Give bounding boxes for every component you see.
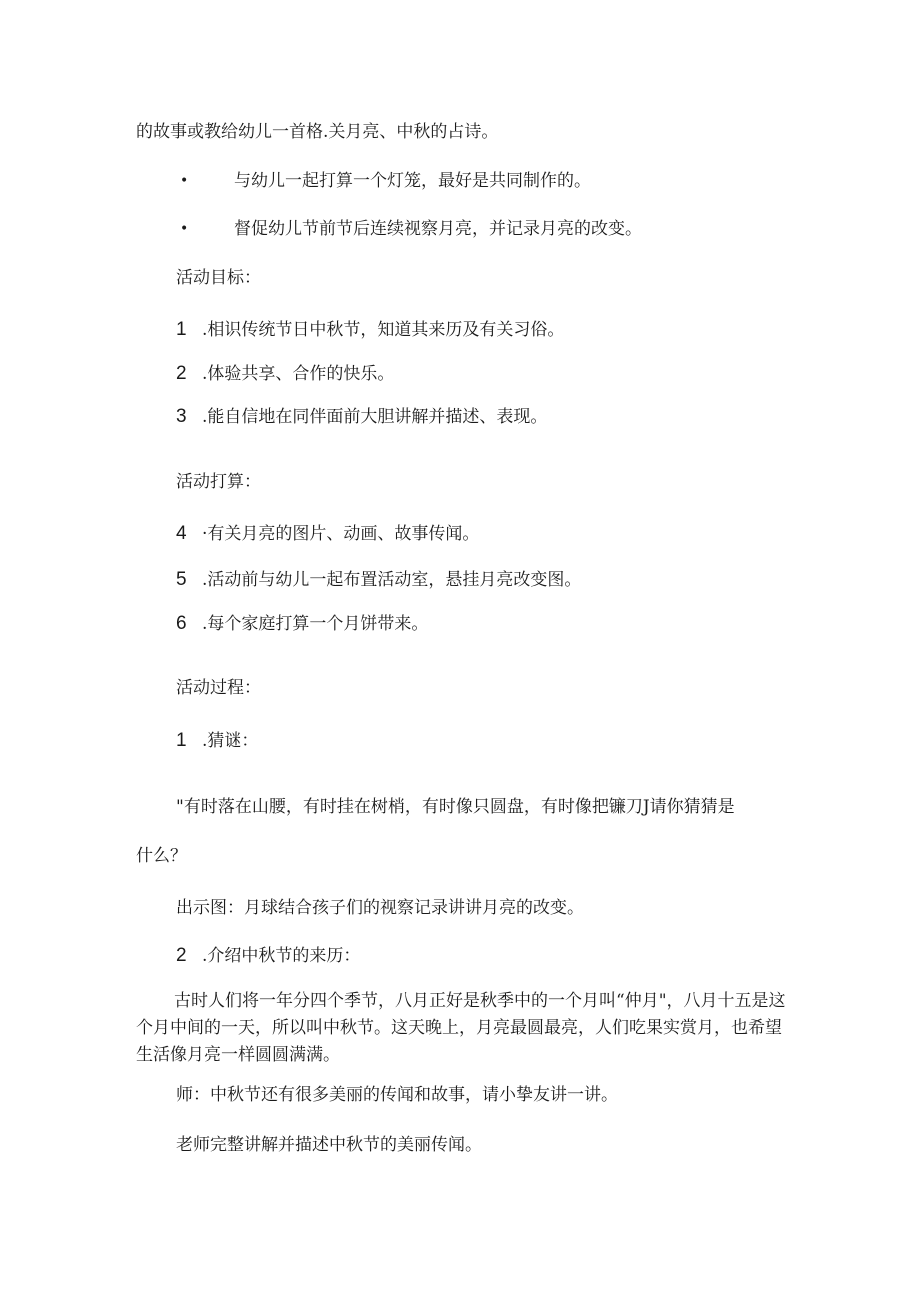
- list-number: 4: [176, 523, 187, 544]
- bullet-item-observe-moon: 督促幼儿节前节后连续视察月亮，并记录月亮的改变。: [234, 219, 642, 239]
- goal-text: .相识传统节日中秋节，知道其来历及有关习俗。: [202, 320, 565, 340]
- step-text: .介绍中秋节的来历：: [202, 946, 361, 966]
- list-number: 2: [176, 945, 187, 966]
- bullet-item-lantern: 与幼儿一起打算一个灯笼，最好是共同制作的。: [234, 171, 591, 191]
- step-text: .猜谜：: [202, 731, 259, 751]
- riddle-text-continued: 什么？: [136, 846, 187, 866]
- history-paragraph: 古时人们将一年分四个季节，八月正好是秋季中的一个月叫“仲月"，八月十五是这个月中间的一天，所以叫中秋节。这天晚上，月亮最圆最亮，人们吃果实赏月，也希望生活像月亮一样圆圆满满。: [136, 991, 786, 1065]
- prep-item-6: [176, 613, 428, 635]
- teacher-full-story-line: 老师完整讲解并描述中秋节的美丽传闻。: [176, 1135, 482, 1155]
- list-number: 1: [176, 730, 187, 751]
- step-1-riddle: [176, 730, 258, 752]
- step-2-history: [176, 945, 360, 967]
- goal-item-1: [176, 319, 564, 341]
- list-number: 1: [176, 319, 187, 340]
- goal-text: .能自信地在同伴面前大胆讲解并描述、表现。: [202, 407, 548, 427]
- teacher-prompt-line: 师：中秋节还有很多美丽的传闻和故事，请小挚友讲一讲。: [176, 1085, 618, 1105]
- list-number: 5: [176, 569, 187, 590]
- goals-heading: 活动目标：: [176, 268, 261, 288]
- goal-text: .体验共享、合作的快乐。: [202, 364, 395, 384]
- list-number: 6: [176, 613, 187, 634]
- riddle-text: "有时落在山腰，有时挂在树梢，有时像只圆盘，有时像把镰刀J请你猜猜是: [176, 797, 735, 817]
- intro-line: 的故事或教给幼儿一首格.关月亮、中秋的占诗。: [136, 122, 499, 142]
- process-heading: 活动过程：: [176, 678, 261, 698]
- show-picture-line: 出示图：月球结合孩子们的视察记录讲讲月亮的改变。: [176, 898, 584, 918]
- prep-text: ·有关月亮的图片、动画、故事传闻。: [202, 524, 480, 544]
- bullet-dot: •: [180, 221, 189, 237]
- goal-item-2: [176, 363, 394, 385]
- goal-item-3: [176, 406, 547, 428]
- bullet-dot: •: [180, 173, 189, 189]
- prep-item-4: [176, 523, 479, 545]
- prep-text: .活动前与幼儿一起布置活动室，悬挂月亮改变图。: [202, 570, 582, 590]
- list-number: 2: [176, 363, 187, 384]
- prep-heading: 活动打算：: [176, 472, 261, 492]
- list-number: 3: [176, 406, 187, 427]
- prep-item-5: [176, 569, 581, 591]
- prep-text: .每个家庭打算一个月饼带来。: [202, 614, 429, 634]
